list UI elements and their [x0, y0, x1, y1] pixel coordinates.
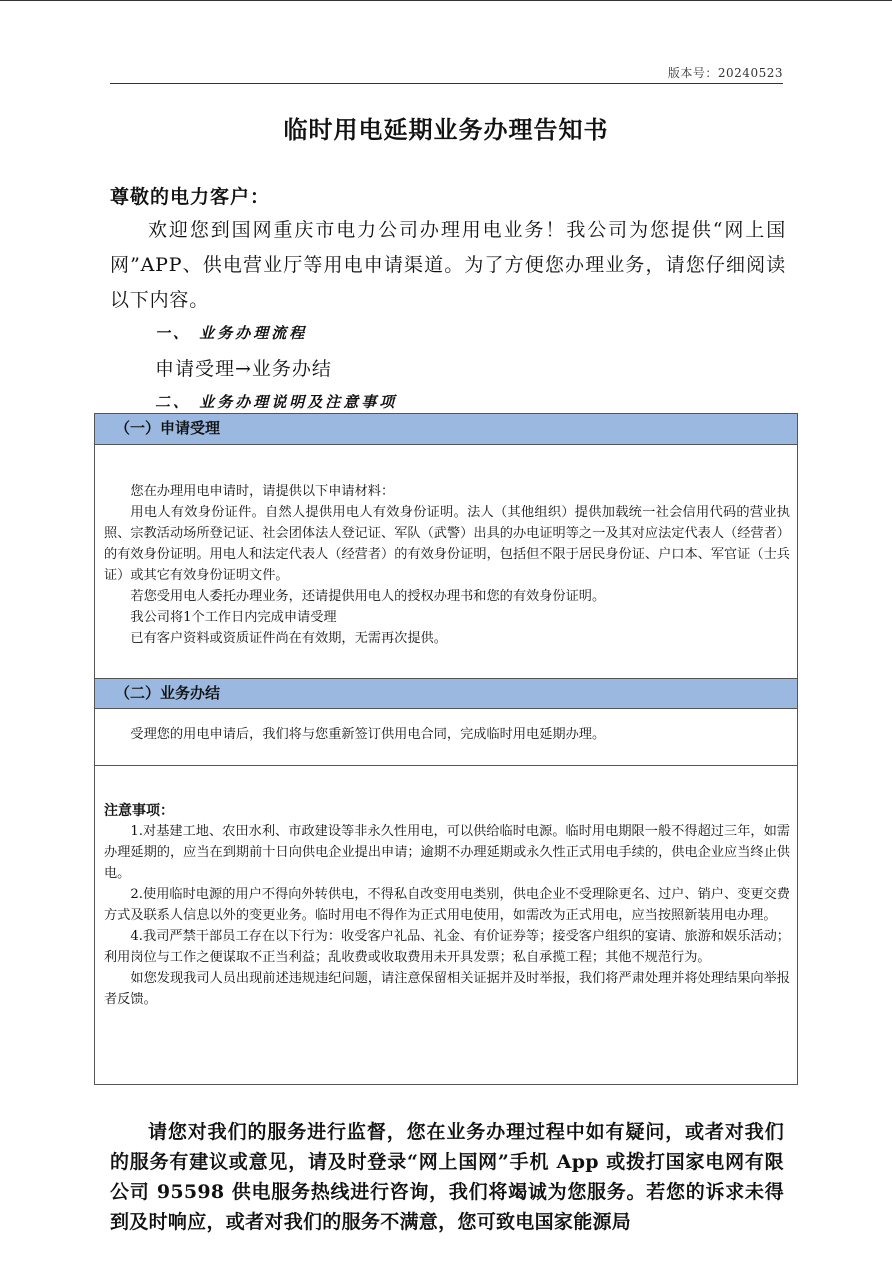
band-complete: （二）业务办结: [95, 678, 797, 709]
greeting: 尊敬的电力客户：: [110, 186, 271, 208]
page-top-border: [0, 0, 892, 1]
apply-line: 用电人有效身份证件。自然人提供用电人有效身份证明。法人（其他组织）提供加载统一社会信用代码的营业执照、宗教活动场所登记证、社会团体法人登记证、军队（武警）出具的办电证明等之一及其对应法定代表人（经营者）的有效身份证明。用电人和法定代表人（经营者）的有效身份证明，包括但不限于居民身份证、户口本、军官证（士兵证）或其它有效身份证明文件。: [104, 505, 790, 583]
footer-paragraph: 请您对我们的服务进行监督，您在业务办理过程中如有疑问，或者对我们的服务有建议或意见，请及时登录“网上国网”手机 App 或拨打国家电网有限公司 95598 供电服务热线进行咨询，我们将竭诚为您服务。若您的诉求未得到及时响应，或者对我们的服务不满意，您可致电国家能源局: [110, 1121, 784, 1233]
note-item: 4.我司严禁干部员工存在以下行为：收受客户礼品、礼金、有价证券等；接受客户组织的宴请、旅游和娱乐活动；利用岗位与工作之便谋取不正当利益；乱收费或收取费用未开具发票；私自承揽工程；其他不规范行为。: [104, 929, 790, 965]
apply-line: 若您受用电人委托办理业务，还请提供用电人的授权办理书和您的有效身份证明。: [130, 589, 606, 604]
version-number: 版本号：20240523: [667, 66, 783, 80]
note-item: 1.对基建工地、农田水利、市政建设等非永久性用电，可以供给临时电源。临时用电期限一般不得超过三年，如需办理延期的，应当在到期前十日向供电企业提出申请；逾期不办理延期或永久性正式用电手续的，供电企业应当终止供电。: [104, 824, 790, 881]
apply-line: 已有客户资料或资质证件尚在有效期，无需再次提供。: [130, 631, 447, 646]
document-title: 临时用电延期业务办理告知书: [283, 115, 609, 144]
header-divider: [110, 83, 783, 84]
process-flow: 申请受理→业务办结: [155, 358, 332, 380]
complete-content: [104, 724, 790, 745]
note-item: 如您发现我司人员出现前述违规违纪问题，请注意保留相关证据并及时举报，我们将严肃处理并将处理结果向举报者反馈。: [104, 971, 790, 1007]
box-divider: [95, 765, 797, 766]
section-heading-process: 一、 业务办理流程: [155, 324, 308, 342]
notes-title: 注意事项：: [104, 803, 174, 819]
intro-paragraph: 欢迎您到国网重庆市电力公司办理用电业务！我公司为您提供“网上国网”APP、供电营业厅等用电申请渠道。为了方便您办理业务，请您仔细阅读以下内容。: [110, 219, 786, 311]
apply-content: [104, 481, 790, 649]
business-info-box: [94, 413, 798, 1085]
section-heading-notes: 二、 业务办理说明及注意事项: [155, 393, 398, 411]
apply-line: 您在办理用电申请时，请提供以下申请材料：: [130, 484, 395, 499]
complete-text: 受理您的用电申请后，我们将与您重新签订供用电合同，完成临时用电延期办理。: [130, 727, 606, 742]
apply-line: 我公司将1个工作日内完成申请受理: [130, 610, 337, 625]
band-apply: （一）申请受理: [95, 414, 797, 445]
note-item: 2.使用临时电源的用户不得向外转供电，不得私自改变用电类别，供电企业不受理除更名、过户、销户、变更交费方式及联系人信息以外的变更业务。临时用电不得作为正式用电使用，如需改为正式用电，应当按照新装用电办理。: [104, 887, 790, 923]
notes-content: [104, 821, 790, 1010]
